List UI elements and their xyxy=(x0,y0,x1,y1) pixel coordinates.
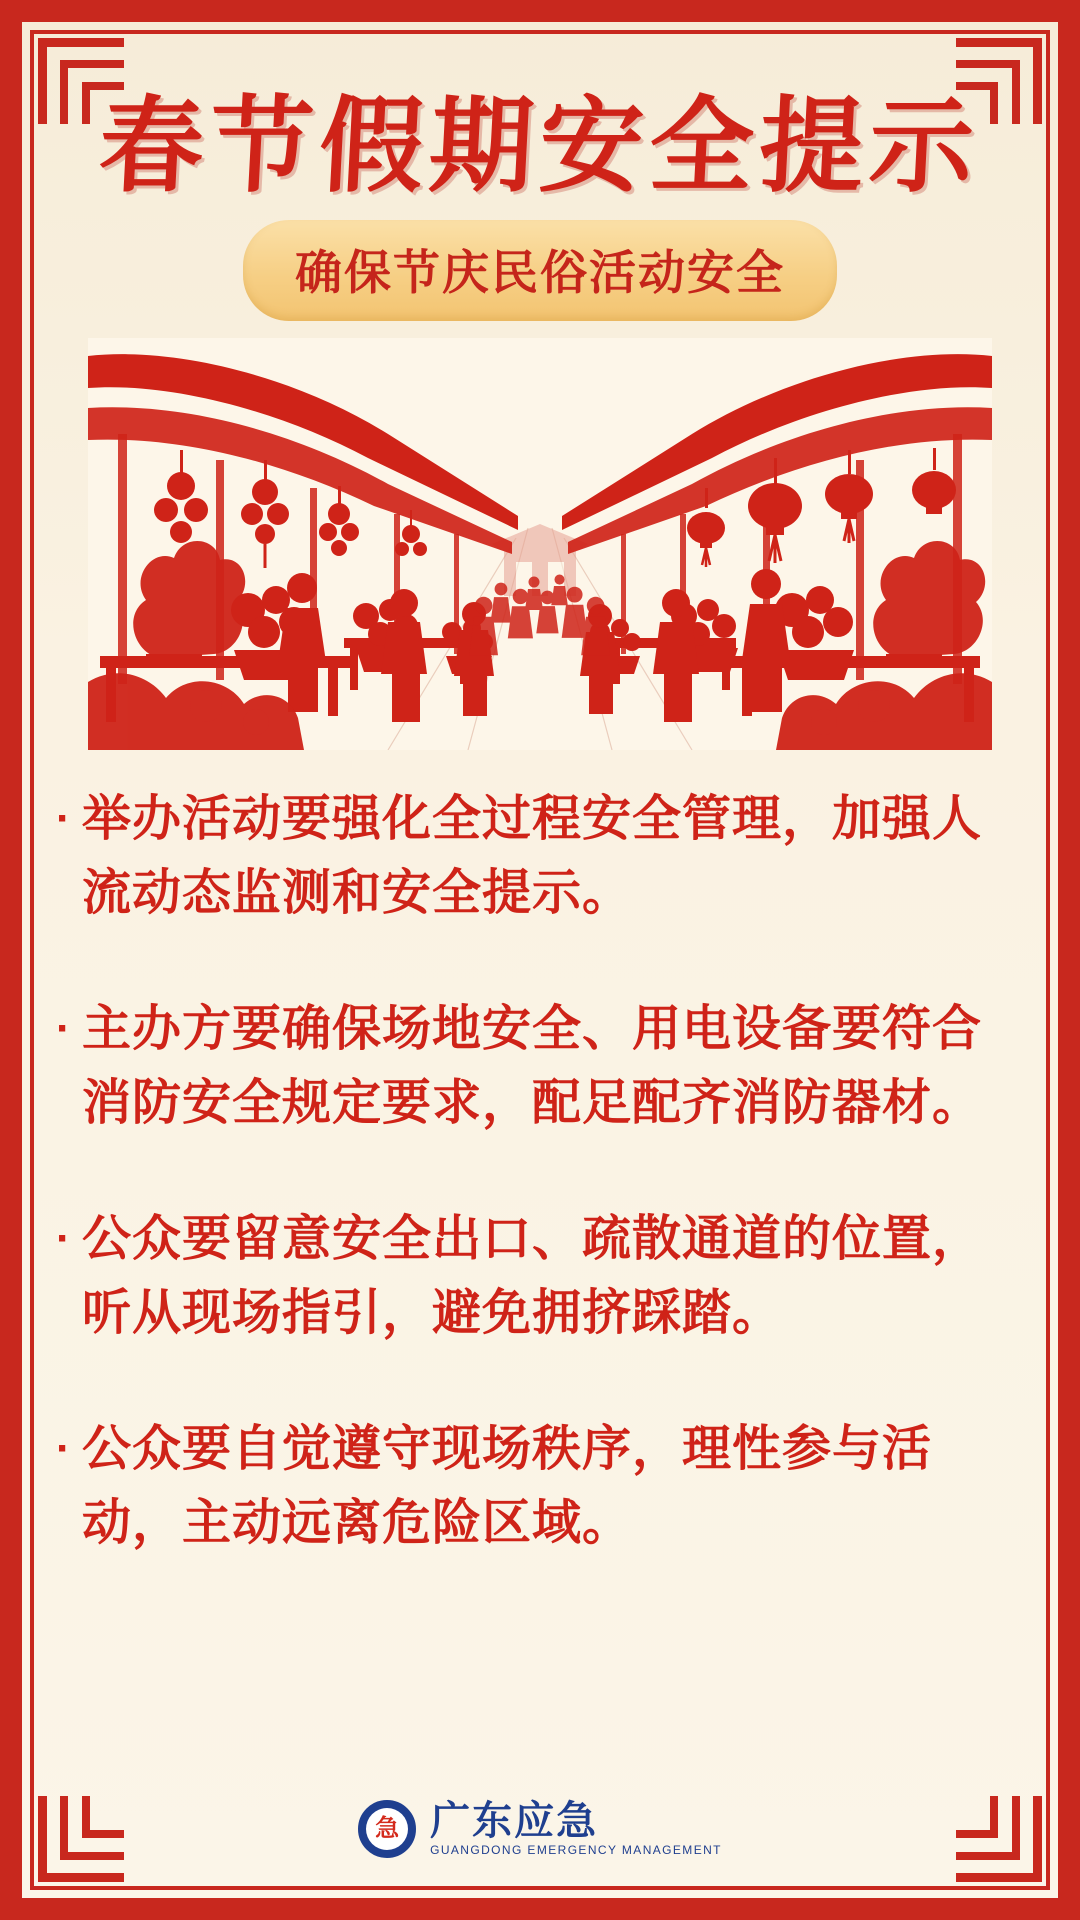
subtitle-container xyxy=(0,220,1080,321)
safety-tips-list xyxy=(52,782,1028,1622)
list-item xyxy=(52,992,1028,1140)
emergency-badge-icon xyxy=(358,1800,416,1858)
footer-logo xyxy=(0,1800,1080,1858)
bullet-marker: · xyxy=(56,794,71,843)
list-item xyxy=(52,1202,1028,1350)
bullet-marker: · xyxy=(56,1424,71,1473)
list-item xyxy=(52,782,1028,930)
bullet-marker: · xyxy=(56,1214,71,1263)
footer-text-block xyxy=(430,1800,722,1858)
page-title: 春节假期安全提示 xyxy=(96,85,983,207)
flower-market-illustration xyxy=(88,338,992,750)
badge-glyph: 急 xyxy=(375,1815,400,1842)
organization-name-en: GUANGDONG EMERGENCY MANAGEMENT xyxy=(430,1843,722,1857)
organization-name-cn: 广东应急 xyxy=(430,1798,599,1844)
list-item-text: 公众要留意安全出口、疏散通道的位置，听从现场指引，避免拥挤踩踏。 xyxy=(82,1210,983,1341)
list-item-text: 举办活动要强化全过程安全管理，加强人流动态监测和安全提示。 xyxy=(82,790,983,921)
bullet-marker: · xyxy=(56,1004,71,1053)
subtitle-badge: 确保节庆民俗活动安全 xyxy=(243,220,837,321)
list-item-text: 主办方要确保场地安全、用电设备要符合消防安全规定要求，配足配齐消防器材。 xyxy=(82,1000,983,1131)
list-item-text: 公众要自觉遵守现场秩序，理性参与活动，主动远离危险区域。 xyxy=(82,1420,933,1551)
list-item xyxy=(52,1412,1028,1560)
